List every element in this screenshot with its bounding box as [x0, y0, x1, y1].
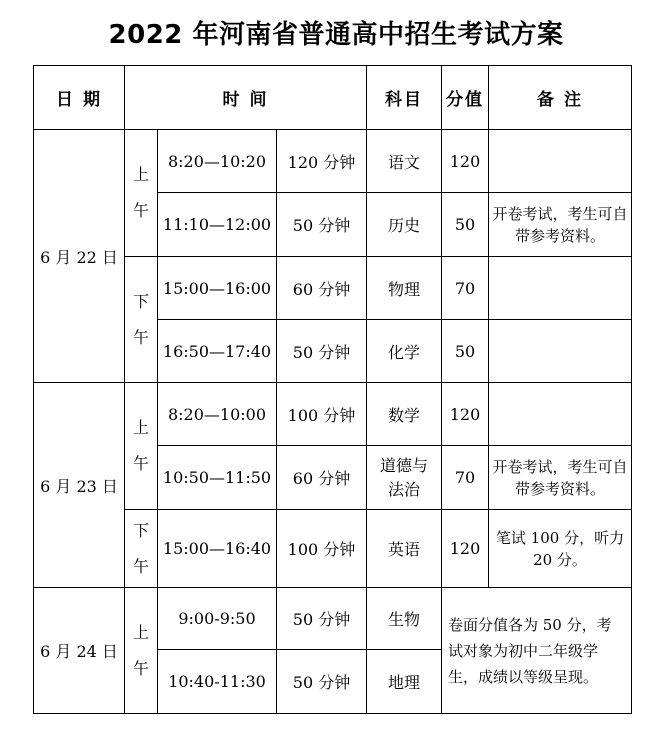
time-cell: 8:20—10:20 — [158, 130, 277, 193]
duration-cell: 100 分钟 — [277, 510, 367, 588]
score-cell: 120 — [442, 130, 489, 193]
subject-cell: 道德与法治 — [367, 446, 442, 510]
duration-cell: 60 分钟 — [277, 446, 367, 510]
subject-cell: 物理 — [367, 257, 442, 320]
morning-label: 上 午 — [125, 588, 158, 714]
note-cell: 开卷考试，考生可自带参考资料。 — [489, 446, 632, 510]
subject-cell: 数学 — [367, 383, 442, 446]
note-cell — [489, 130, 632, 193]
header-date: 日 期 — [34, 66, 125, 130]
exam-schedule-table — [33, 65, 632, 714]
score-cell: 70 — [442, 257, 489, 320]
note-cell: 笔试 100 分，听力 20 分。 — [489, 510, 632, 588]
date-cell: 6 月 23 日 — [34, 383, 125, 588]
header-time: 时 间 — [125, 66, 367, 130]
subject-cell: 生物 — [367, 588, 442, 650]
header-notes: 备 注 — [489, 66, 632, 130]
duration-cell: 120 分钟 — [277, 130, 367, 193]
time-cell: 15:00—16:00 — [158, 257, 277, 320]
header-subject: 科目 — [367, 66, 442, 130]
date-cell: 6 月 22 日 — [34, 130, 125, 383]
morning-label: 上 午 — [125, 130, 158, 257]
afternoon-label: 下 午 — [125, 510, 158, 588]
time-cell: 10:50—11:50 — [158, 446, 277, 510]
duration-cell: 60 分钟 — [277, 257, 367, 320]
page-title: 2022 年河南省普通高中招生考试方案 — [108, 20, 564, 50]
time-cell: 8:20—10:00 — [158, 383, 277, 446]
subject-cell: 英语 — [367, 510, 442, 588]
duration-cell: 50 分钟 — [277, 588, 367, 650]
note-cell: 开卷考试，考生可自带参考资料。 — [489, 193, 632, 257]
subject-cell: 历史 — [367, 193, 442, 257]
subject-cell: 地理 — [367, 650, 442, 714]
time-cell: 10:40-11:30 — [158, 650, 277, 714]
note-cell: 卷面分值各为 50 分，考试对象为初中二年级学生，成绩以等级呈现。 — [442, 588, 632, 714]
header-row — [34, 66, 632, 130]
duration-cell: 100 分钟 — [277, 383, 367, 446]
subject-cell: 化学 — [367, 320, 442, 383]
table-row — [34, 130, 632, 193]
subject-cell: 语文 — [367, 130, 442, 193]
duration-cell: 50 分钟 — [277, 193, 367, 257]
table-row — [34, 588, 632, 650]
time-cell: 16:50—17:40 — [158, 320, 277, 383]
score-cell: 50 — [442, 320, 489, 383]
afternoon-label: 下 午 — [125, 257, 158, 383]
duration-cell: 50 分钟 — [277, 320, 367, 383]
note-cell — [489, 257, 632, 320]
duration-cell: 50 分钟 — [277, 650, 367, 714]
date-cell: 6 月 24 日 — [34, 588, 125, 714]
time-cell: 11:10—12:00 — [158, 193, 277, 257]
note-cell — [489, 320, 632, 383]
morning-label: 上 午 — [125, 383, 158, 510]
table-row — [34, 383, 632, 446]
score-cell: 120 — [442, 383, 489, 446]
time-cell: 9:00-9:50 — [158, 588, 277, 650]
score-cell: 120 — [442, 510, 489, 588]
score-cell: 70 — [442, 446, 489, 510]
time-cell: 15:00—16:40 — [158, 510, 277, 588]
score-cell: 50 — [442, 193, 489, 257]
header-score: 分值 — [442, 66, 489, 130]
note-cell — [489, 383, 632, 446]
